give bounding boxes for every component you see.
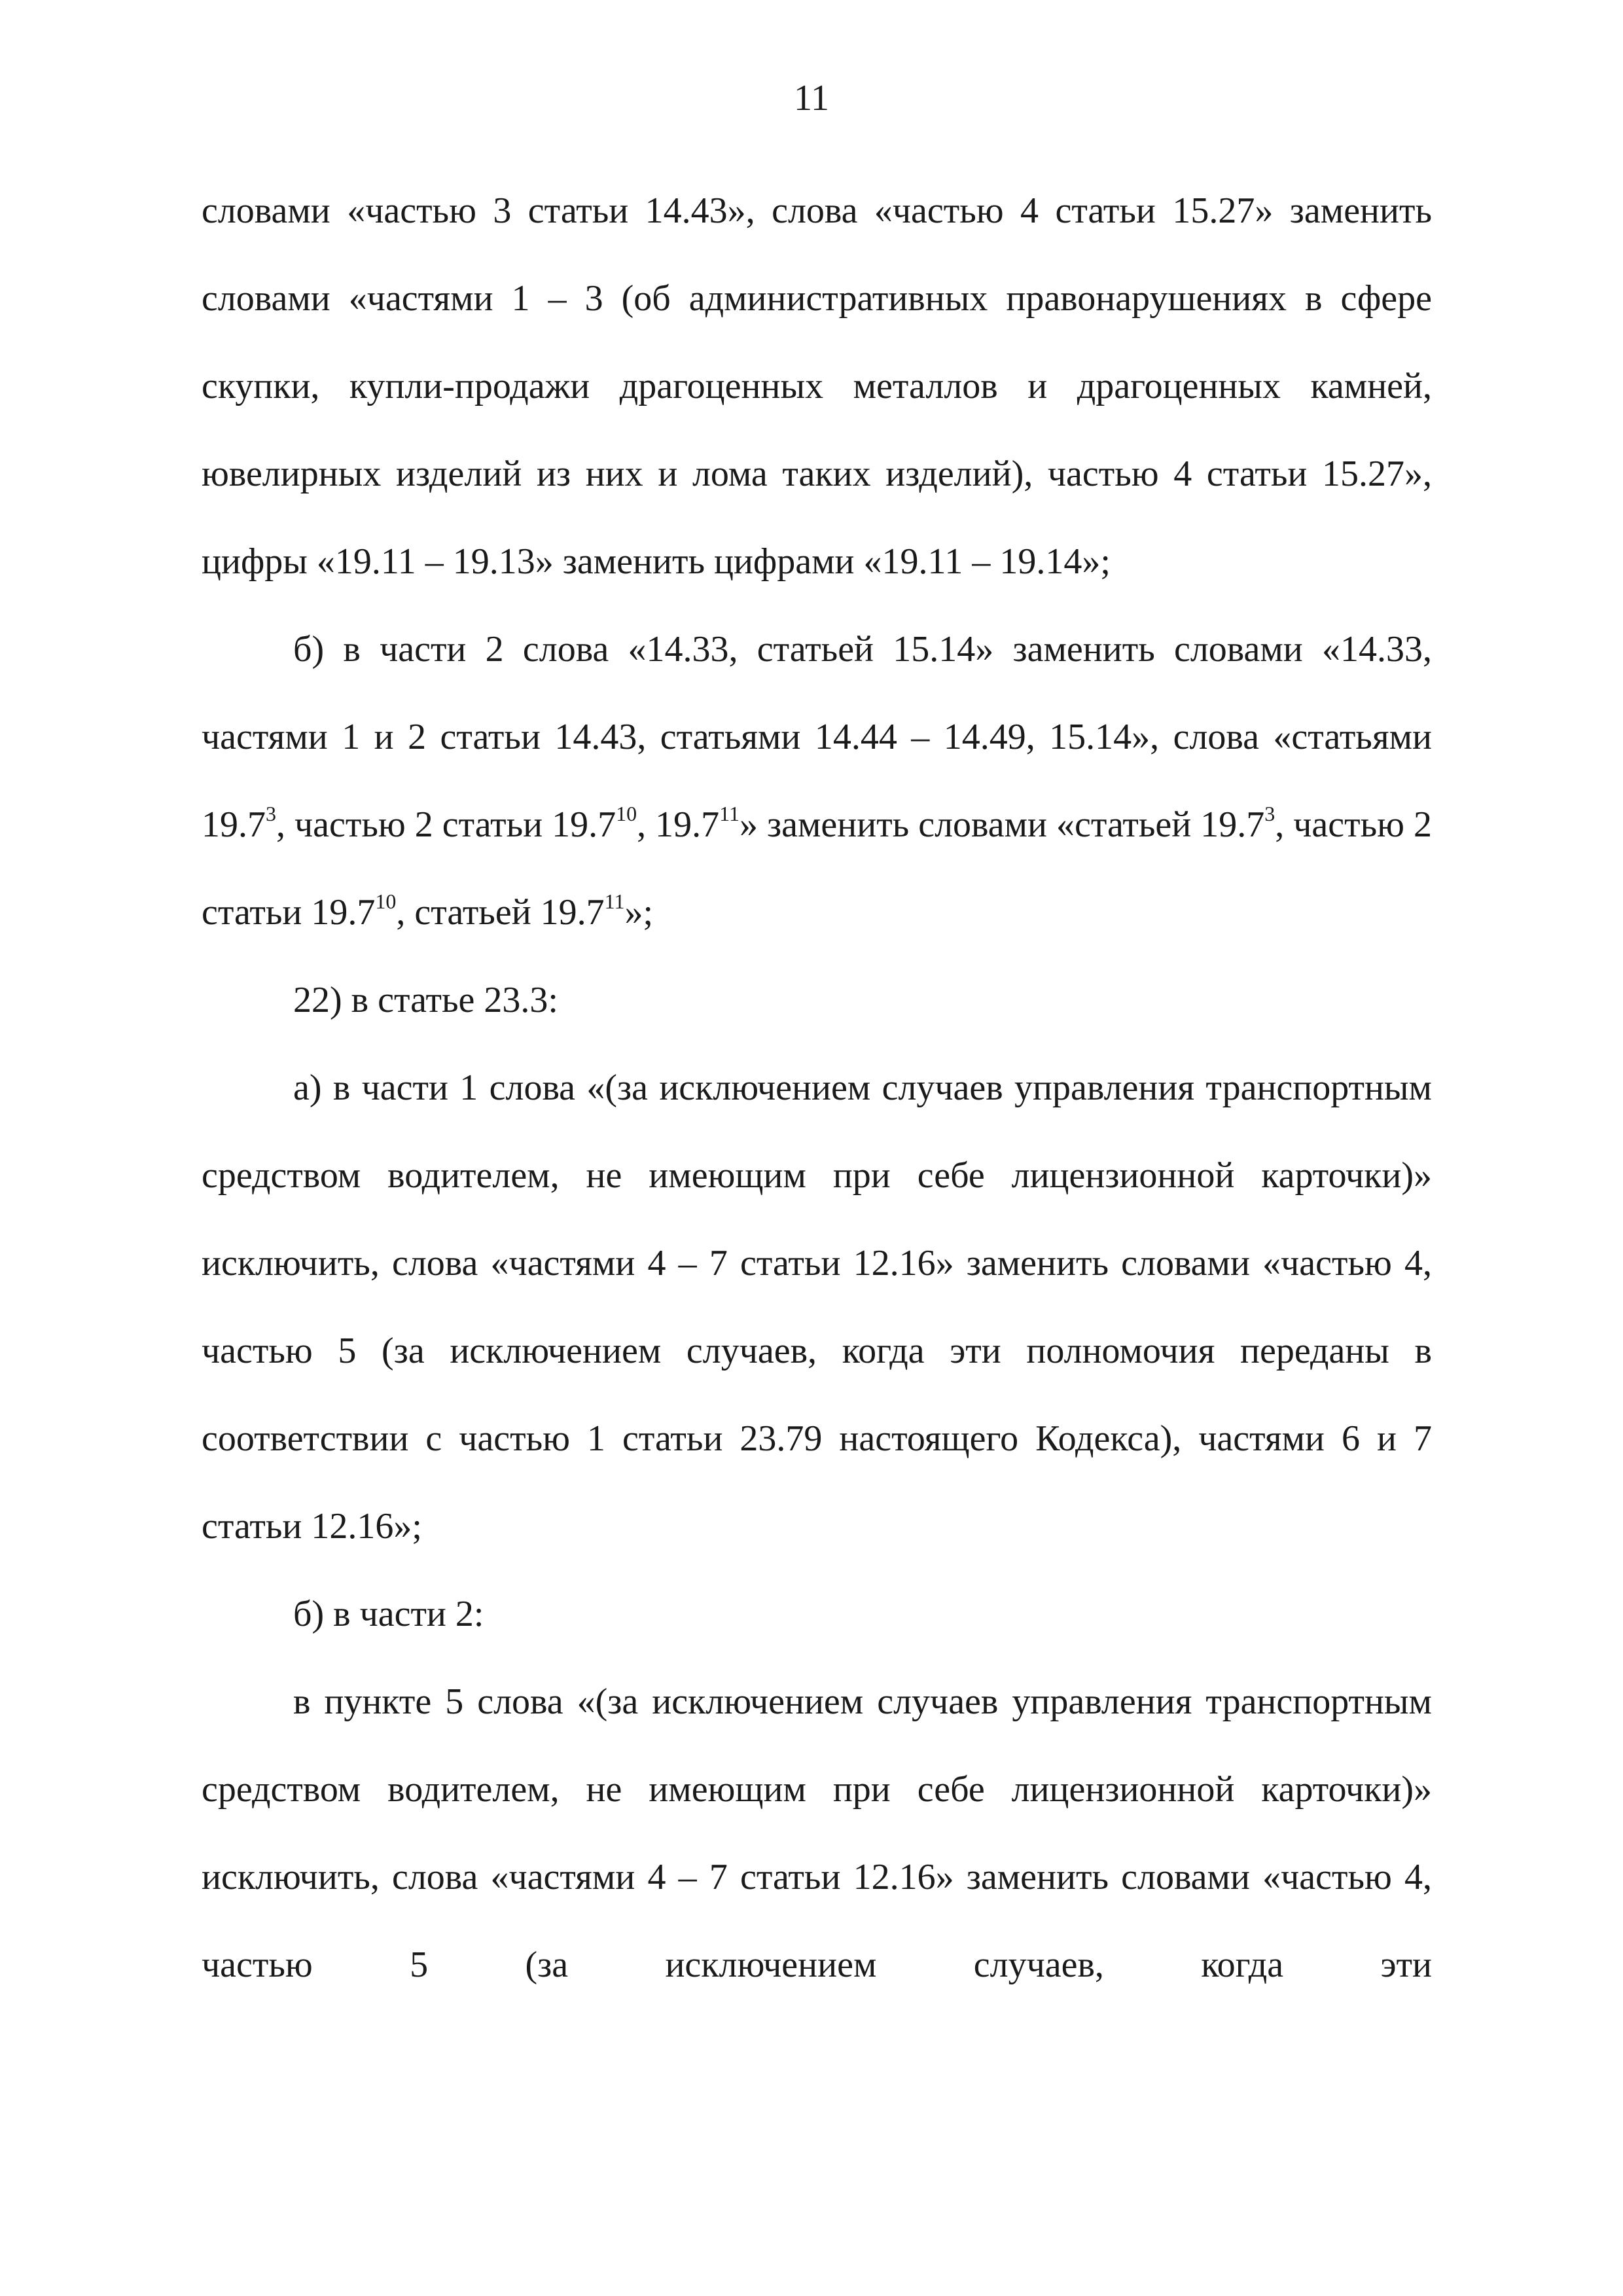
text-run: б) в части 2 слова «14.33, статьей 15.14» заменить словами «14.33, частями 1 и 2 статьи 14.43, статьями 14.44 – 14.49, 15.14», слова «статьями 19.7	[202, 629, 1432, 845]
text-run: , 19.7	[637, 804, 720, 845]
paragraph-item-22	[202, 956, 1432, 1044]
superscript: 3	[1264, 802, 1275, 825]
paragraph-amendment-b-part-2	[202, 605, 1432, 956]
paragraph-continuation	[202, 167, 1432, 605]
superscript: 11	[604, 889, 625, 913]
superscript: 11	[719, 802, 740, 825]
text-run: в пункте 5 слова «(за исключением случаев управления транспортным средством водителем, не имеющим при себе лицензионной карточки)» исключить, слова «частями 4 – 7 статьи 12.16» заменить словами «частью 4, частью 5 (за исключением случаев, когда эти	[202, 1681, 1432, 1985]
text-run: словами «частью 3 статьи 14.43», слова «частью 4 статьи 15.27» заменить словами «частями 1 – 3 (об административных правонарушениях в сфере скупки, купли-продажи драгоценных металлов и драгоценных камней, ювелирных изделий из них и лома таких изделий), частью 4 статьи 15.27», цифры «19.11 – 19.13» заменить цифрами «19.11 – 19.14»;	[202, 190, 1432, 582]
text-run: » заменить словами «статьей 19.7	[739, 804, 1265, 845]
paragraph-amendment-b-part-2-heading	[202, 1570, 1432, 1658]
paragraph-point-5	[202, 1658, 1432, 2009]
body-text	[202, 167, 1432, 2009]
text-run: б) в части 2:	[293, 1594, 484, 1634]
superscript: 3	[266, 802, 276, 825]
text-run: , статьей 19.7	[396, 892, 605, 933]
paragraph-amendment-a-part-1	[202, 1044, 1432, 1570]
superscript: 10	[375, 889, 397, 913]
superscript: 10	[616, 802, 637, 825]
text-run: , частью 2 статьи 19.7	[202, 804, 1433, 933]
text-run: 22) в статье 23.3:	[293, 980, 558, 1020]
text-run: »;	[624, 892, 654, 933]
text-run: , частью 2 статьи 19.7	[276, 804, 616, 845]
text-run: а) в части 1 слова «(за исключением случаев управления транспортным средством водителем, не имеющим при себе лицензионной карточки)» исключить, слова «частями 4 – 7 статьи 12.16» заменить словами «частью 4, частью 5 (за исключением случаев, когда эти полномочия переданы в соответствии с частью 1 статьи 23.79 настоящего Кодекса), частями 6 и 7 статьи 12.16»;	[202, 1067, 1432, 1547]
page-number: 11	[794, 78, 829, 118]
